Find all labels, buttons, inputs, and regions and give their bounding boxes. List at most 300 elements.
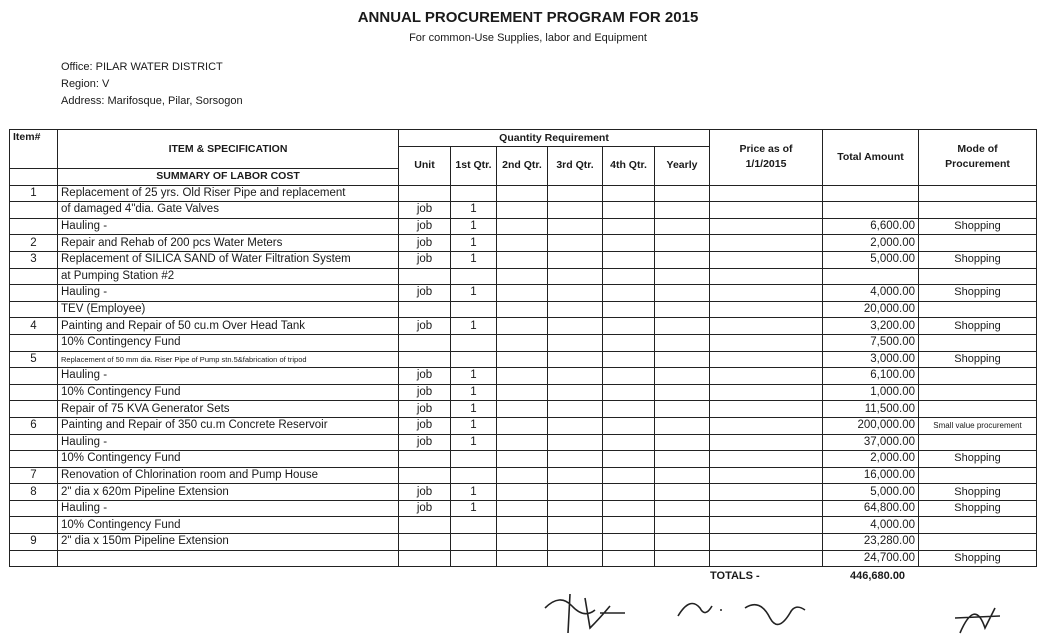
- row-mode: [919, 301, 1037, 318]
- row-unit: [399, 334, 451, 351]
- row-q4: [603, 384, 655, 401]
- header-q4: 4th Qtr.: [603, 147, 655, 186]
- row-price: [710, 534, 823, 551]
- header-price-line1: Price as of: [739, 143, 793, 156]
- row-q3: [548, 517, 603, 534]
- row-q2: [497, 318, 548, 335]
- row-yearly: [655, 451, 710, 468]
- row-q4: [603, 417, 655, 434]
- row-q4: [603, 351, 655, 368]
- row-price: [710, 285, 823, 302]
- row-item-number: [10, 434, 58, 451]
- row-total: 16,000.00: [823, 467, 919, 484]
- row-item-number: [10, 451, 58, 468]
- row-total: 6,100.00: [823, 368, 919, 385]
- row-total: [823, 268, 919, 285]
- row-q1: 1: [451, 318, 497, 335]
- signatures: [0, 588, 1056, 640]
- header-mode-line1: Mode of: [957, 143, 998, 156]
- row-spec: 2" dia x 620m Pipeline Extension: [58, 484, 399, 501]
- row-item-number: [10, 384, 58, 401]
- row-q3: [548, 235, 603, 252]
- row-q4: [603, 401, 655, 418]
- header-price-line2: 1/1/2015: [745, 158, 787, 171]
- row-yearly: [655, 334, 710, 351]
- row-item-number: [10, 368, 58, 385]
- row-total: 2,000.00: [823, 235, 919, 252]
- row-mode: [919, 401, 1037, 418]
- row-q3: [548, 434, 603, 451]
- row-q1: [451, 334, 497, 351]
- row-q2: [497, 417, 548, 434]
- row-spec: 10% Contingency Fund: [58, 384, 399, 401]
- table-row: [10, 185, 1037, 202]
- row-unit: job: [399, 434, 451, 451]
- row-price: [710, 368, 823, 385]
- row-yearly: [655, 550, 710, 567]
- row-q4: [603, 185, 655, 202]
- row-spec: 10% Contingency Fund: [58, 517, 399, 534]
- row-total: [823, 202, 919, 219]
- row-mode: [919, 235, 1037, 252]
- row-yearly: [655, 301, 710, 318]
- row-unit: job: [399, 251, 451, 268]
- row-q3: [548, 251, 603, 268]
- row-q3: [548, 185, 603, 202]
- table-row: [10, 417, 1037, 434]
- row-q4: [603, 251, 655, 268]
- table-row: [10, 484, 1037, 501]
- row-q1: [451, 301, 497, 318]
- row-q3: [548, 285, 603, 302]
- row-q3: [548, 202, 603, 219]
- row-total: 7,500.00: [823, 334, 919, 351]
- address: Address: Marifosque, Pilar, Sorsogon: [61, 95, 243, 107]
- row-yearly: [655, 318, 710, 335]
- row-q2: [497, 334, 548, 351]
- row-q2: [497, 251, 548, 268]
- row-q2: [497, 467, 548, 484]
- row-q1: [451, 185, 497, 202]
- row-yearly: [655, 484, 710, 501]
- row-item-number: 8: [10, 484, 58, 501]
- row-yearly: [655, 218, 710, 235]
- row-total: 3,000.00: [823, 351, 919, 368]
- header-q3: 3rd Qtr.: [548, 147, 603, 186]
- row-q1: 1: [451, 484, 497, 501]
- row-q1: 1: [451, 251, 497, 268]
- row-q3: [548, 368, 603, 385]
- row-mode: Shopping: [919, 285, 1037, 302]
- row-item-number: [10, 301, 58, 318]
- row-spec: Hauling -: [58, 368, 399, 385]
- row-mode: [919, 202, 1037, 219]
- row-mode: Shopping: [919, 218, 1037, 235]
- row-mode: Shopping: [919, 351, 1037, 368]
- row-q1: [451, 467, 497, 484]
- row-yearly: [655, 384, 710, 401]
- row-unit: job: [399, 500, 451, 517]
- row-q1: 1: [451, 285, 497, 302]
- row-mode: Shopping: [919, 500, 1037, 517]
- row-spec: Painting and Repair of 350 cu.m Concrete Reservoir: [58, 417, 399, 434]
- table-row: [10, 517, 1037, 534]
- header-q2: 2nd Qtr.: [497, 147, 548, 186]
- row-total: 5,000.00: [823, 251, 919, 268]
- row-total: 6,600.00: [823, 218, 919, 235]
- header-quantity-group: Quantity Requirement: [399, 130, 710, 147]
- row-mode: Shopping: [919, 451, 1037, 468]
- table-row: [10, 285, 1037, 302]
- row-q2: [497, 484, 548, 501]
- row-yearly: [655, 467, 710, 484]
- row-q4: [603, 235, 655, 252]
- header-price: [710, 130, 823, 186]
- row-total: 24,700.00: [823, 550, 919, 567]
- row-item-number: 3: [10, 251, 58, 268]
- row-unit: job: [399, 484, 451, 501]
- row-total: 4,000.00: [823, 285, 919, 302]
- row-mode: Shopping: [919, 318, 1037, 335]
- region: Region: V: [61, 78, 110, 90]
- row-spec: at Pumping Station #2: [58, 268, 399, 285]
- row-mode: [919, 434, 1037, 451]
- row-q1: 1: [451, 417, 497, 434]
- row-spec: of damaged 4"dia. Gate Valves: [58, 202, 399, 219]
- table-row: [10, 384, 1037, 401]
- row-yearly: [655, 351, 710, 368]
- table-row: [10, 500, 1037, 517]
- row-price: [710, 301, 823, 318]
- header-unit: Unit: [399, 147, 451, 186]
- row-unit: job: [399, 318, 451, 335]
- row-item-number: [10, 401, 58, 418]
- row-item-number: 5: [10, 351, 58, 368]
- row-price: [710, 401, 823, 418]
- row-item-number: 4: [10, 318, 58, 335]
- row-q3: [548, 500, 603, 517]
- table-row: [10, 434, 1037, 451]
- row-mode: Small value procurement: [919, 417, 1037, 434]
- row-q1: 1: [451, 218, 497, 235]
- row-price: [710, 318, 823, 335]
- totals-value: 446,680.00: [850, 570, 906, 582]
- row-unit: job: [399, 368, 451, 385]
- row-q2: [497, 351, 548, 368]
- table-row: [10, 268, 1037, 285]
- row-item-number: [10, 285, 58, 302]
- row-q4: [603, 218, 655, 235]
- row-q2: [497, 268, 548, 285]
- row-spec: Replacement of 50 mm dia. Riser Pipe of Pump stn.5&fabrication of tripod: [58, 351, 399, 368]
- row-q1: 1: [451, 401, 497, 418]
- row-unit: [399, 351, 451, 368]
- row-q3: [548, 550, 603, 567]
- row-price: [710, 500, 823, 517]
- row-spec: TEV (Employee): [58, 301, 399, 318]
- row-total: 37,000.00: [823, 434, 919, 451]
- table-row: [10, 301, 1037, 318]
- document-title: ANNUAL PROCUREMENT PROGRAM FOR 2015: [357, 9, 699, 26]
- row-unit: [399, 185, 451, 202]
- row-q1: [451, 517, 497, 534]
- row-q3: [548, 534, 603, 551]
- row-q2: [497, 534, 548, 551]
- row-q2: [497, 401, 548, 418]
- row-q2: [497, 202, 548, 219]
- office-name: Office: PILAR WATER DISTRICT: [61, 61, 223, 73]
- row-item-number: 2: [10, 235, 58, 252]
- row-spec: Renovation of Chlorination room and Pump House: [58, 467, 399, 484]
- row-yearly: [655, 202, 710, 219]
- row-q2: [497, 301, 548, 318]
- row-mode: [919, 185, 1037, 202]
- header-item: Item#: [10, 130, 58, 169]
- row-spec: 2" dia x 150m Pipeline Extension: [58, 534, 399, 551]
- row-unit: [399, 268, 451, 285]
- row-price: [710, 185, 823, 202]
- row-yearly: [655, 268, 710, 285]
- row-q4: [603, 467, 655, 484]
- row-spec: Replacement of SILICA SAND of Water Filtration System: [58, 251, 399, 268]
- section-title: SUMMARY OF LABOR COST: [58, 169, 399, 186]
- row-unit: job: [399, 384, 451, 401]
- row-price: [710, 351, 823, 368]
- row-item-number: [10, 202, 58, 219]
- row-price: [710, 268, 823, 285]
- row-yearly: [655, 251, 710, 268]
- row-unit: job: [399, 202, 451, 219]
- row-q3: [548, 318, 603, 335]
- row-price: [710, 434, 823, 451]
- row-q2: [497, 550, 548, 567]
- row-item-number: [10, 517, 58, 534]
- table-row: [10, 351, 1037, 368]
- row-q4: [603, 500, 655, 517]
- row-q3: [548, 484, 603, 501]
- row-price: [710, 202, 823, 219]
- row-q4: [603, 202, 655, 219]
- row-yearly: [655, 401, 710, 418]
- row-yearly: [655, 517, 710, 534]
- row-q4: [603, 368, 655, 385]
- row-yearly: [655, 285, 710, 302]
- row-yearly: [655, 500, 710, 517]
- row-price: [710, 235, 823, 252]
- row-q4: [603, 268, 655, 285]
- table-row: [10, 534, 1037, 551]
- header-spec: ITEM & SPECIFICATION: [58, 130, 399, 169]
- row-mode: Shopping: [919, 484, 1037, 501]
- row-q2: [497, 384, 548, 401]
- row-q4: [603, 517, 655, 534]
- row-total: 3,200.00: [823, 318, 919, 335]
- row-price: [710, 484, 823, 501]
- header-mode: [919, 130, 1037, 186]
- row-yearly: [655, 434, 710, 451]
- row-price: [710, 384, 823, 401]
- row-q4: [603, 484, 655, 501]
- row-q1: 1: [451, 235, 497, 252]
- row-unit: job: [399, 235, 451, 252]
- row-unit: job: [399, 218, 451, 235]
- row-q2: [497, 500, 548, 517]
- row-mode: [919, 534, 1037, 551]
- row-q1: 1: [451, 500, 497, 517]
- row-q2: [497, 235, 548, 252]
- totals-label: TOTALS -: [710, 570, 760, 582]
- row-q2: [497, 285, 548, 302]
- row-q2: [497, 218, 548, 235]
- row-mode: Shopping: [919, 251, 1037, 268]
- procurement-table-wrap: [9, 129, 1037, 567]
- row-q2: [497, 451, 548, 468]
- row-yearly: [655, 185, 710, 202]
- row-unit: [399, 550, 451, 567]
- row-price: [710, 251, 823, 268]
- row-q1: 1: [451, 434, 497, 451]
- row-q4: [603, 301, 655, 318]
- table-row: [10, 334, 1037, 351]
- office-info: [61, 59, 243, 110]
- table-row: [10, 251, 1037, 268]
- row-total: 200,000.00: [823, 417, 919, 434]
- row-price: [710, 417, 823, 434]
- row-spec: [58, 550, 399, 567]
- row-q3: [548, 467, 603, 484]
- table-row: [10, 235, 1037, 252]
- row-q2: [497, 185, 548, 202]
- row-price: [710, 550, 823, 567]
- row-unit: [399, 451, 451, 468]
- row-price: [710, 451, 823, 468]
- row-q1: [451, 351, 497, 368]
- row-spec: 10% Contingency Fund: [58, 334, 399, 351]
- row-mode: Shopping: [919, 550, 1037, 567]
- row-q1: [451, 451, 497, 468]
- row-q3: [548, 384, 603, 401]
- row-q4: [603, 318, 655, 335]
- row-q3: [548, 334, 603, 351]
- row-q1: [451, 534, 497, 551]
- row-q3: [548, 351, 603, 368]
- row-unit: job: [399, 285, 451, 302]
- row-spec: Replacement of 25 yrs. Old Riser Pipe and replacement: [58, 185, 399, 202]
- row-total: [823, 185, 919, 202]
- row-q4: [603, 451, 655, 468]
- row-q4: [603, 334, 655, 351]
- row-total: 5,000.00: [823, 484, 919, 501]
- row-unit: job: [399, 417, 451, 434]
- row-q3: [548, 218, 603, 235]
- row-price: [710, 467, 823, 484]
- table-row: [10, 202, 1037, 219]
- row-price: [710, 218, 823, 235]
- row-item-number: [10, 550, 58, 567]
- row-q3: [548, 451, 603, 468]
- row-spec: Painting and Repair of 50 cu.m Over Head Tank: [58, 318, 399, 335]
- row-q4: [603, 285, 655, 302]
- row-q4: [603, 550, 655, 567]
- document-subtitle: For common-Use Supplies, labor and Equipment: [409, 32, 647, 44]
- row-yearly: [655, 235, 710, 252]
- table-row: [10, 368, 1037, 385]
- row-q1: [451, 268, 497, 285]
- row-unit: [399, 467, 451, 484]
- row-item-number: [10, 334, 58, 351]
- row-spec: Hauling -: [58, 500, 399, 517]
- row-q1: [451, 550, 497, 567]
- row-spec: Hauling -: [58, 434, 399, 451]
- row-spec: 10% Contingency Fund: [58, 451, 399, 468]
- row-q1: 1: [451, 384, 497, 401]
- row-q3: [548, 417, 603, 434]
- row-item-number: 7: [10, 467, 58, 484]
- row-mode: [919, 268, 1037, 285]
- row-total: 4,000.00: [823, 517, 919, 534]
- table-row: [10, 318, 1037, 335]
- table-row: [10, 550, 1037, 567]
- row-item-number: 6: [10, 417, 58, 434]
- row-mode: [919, 368, 1037, 385]
- row-total: 64,800.00: [823, 500, 919, 517]
- header-mode-line2: Procurement: [945, 158, 1010, 171]
- row-spec: Hauling -: [58, 285, 399, 302]
- row-q4: [603, 534, 655, 551]
- row-item-number: [10, 500, 58, 517]
- row-item-number: [10, 218, 58, 235]
- row-mode: [919, 384, 1037, 401]
- row-total: 1,000.00: [823, 384, 919, 401]
- row-price: [710, 334, 823, 351]
- table-row: [10, 218, 1037, 235]
- row-unit: [399, 301, 451, 318]
- row-spec: Repair of 75 KVA Generator Sets: [58, 401, 399, 418]
- header-q1: 1st Qtr.: [451, 147, 497, 186]
- row-price: [710, 517, 823, 534]
- table-row: [10, 467, 1037, 484]
- row-q2: [497, 517, 548, 534]
- row-item-number: 1: [10, 185, 58, 202]
- row-unit: [399, 534, 451, 551]
- row-q1: 1: [451, 202, 497, 219]
- row-q2: [497, 368, 548, 385]
- table-body: [10, 185, 1037, 567]
- row-yearly: [655, 534, 710, 551]
- row-mode: [919, 334, 1037, 351]
- table-row: [10, 451, 1037, 468]
- row-item-number: [10, 268, 58, 285]
- row-q1: 1: [451, 368, 497, 385]
- row-unit: job: [399, 401, 451, 418]
- row-yearly: [655, 368, 710, 385]
- row-mode: [919, 517, 1037, 534]
- row-total: 11,500.00: [823, 401, 919, 418]
- row-unit: [399, 517, 451, 534]
- row-q3: [548, 268, 603, 285]
- row-spec: Hauling -: [58, 218, 399, 235]
- header-total: Total Amount: [823, 130, 919, 186]
- row-total: 23,280.00: [823, 534, 919, 551]
- row-mode: [919, 467, 1037, 484]
- row-item-number: 9: [10, 534, 58, 551]
- row-yearly: [655, 417, 710, 434]
- row-total: 20,000.00: [823, 301, 919, 318]
- row-total: 2,000.00: [823, 451, 919, 468]
- row-q4: [603, 434, 655, 451]
- table-row: [10, 401, 1037, 418]
- header-yearly: Yearly: [655, 147, 710, 186]
